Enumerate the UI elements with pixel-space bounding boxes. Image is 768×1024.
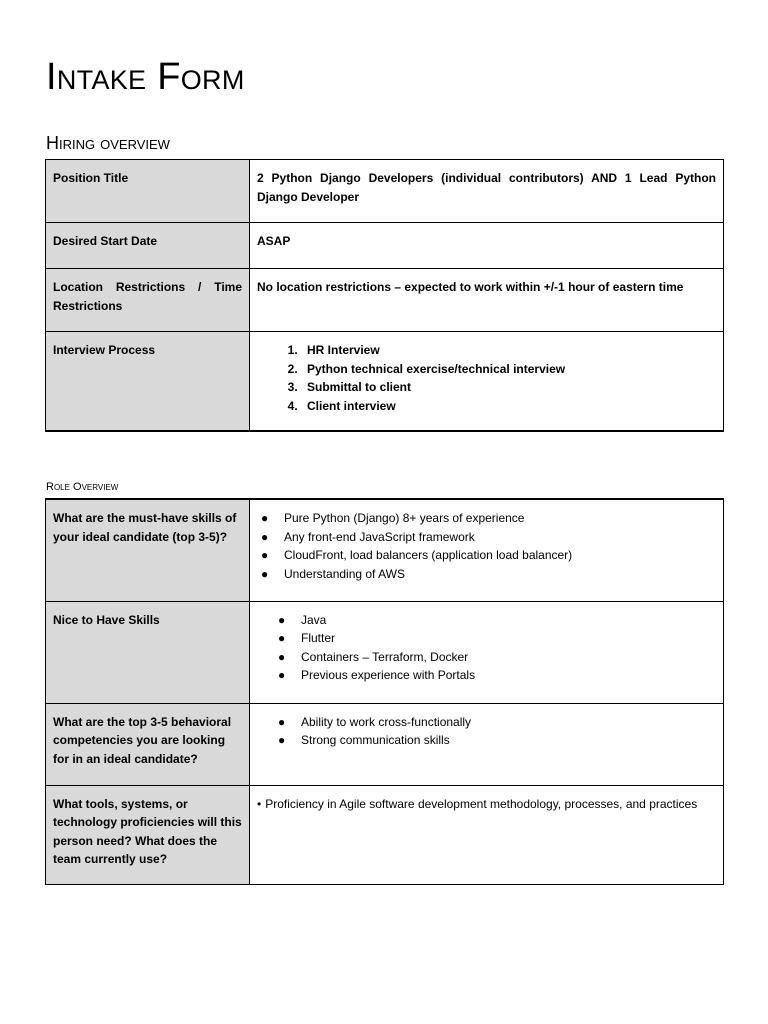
hiring-overview-heading: Hiring overview [46, 133, 170, 153]
behavioral-competencies-list [257, 713, 716, 750]
list-item: ● Flutter [257, 629, 716, 648]
list-item: ● Strong communication skills [257, 731, 716, 750]
list-item: ● Pure Python (Django) 8+ years of experience [257, 509, 716, 528]
table-row [46, 332, 724, 431]
nice-to-have-skills-value [250, 601, 724, 703]
list-item: ● Ability to work cross-functionally [257, 713, 716, 732]
bullet-icon: ● [261, 511, 269, 525]
list-item: ● Understanding of AWS [257, 565, 716, 584]
list-item: ● Containers – Terraform, Docker [257, 648, 716, 667]
role-overview-table [45, 498, 724, 885]
behavioral-competencies-label: What are the top 3-5 behavioral competencies you are looking for in an ideal candidate? [46, 703, 250, 785]
hiring-overview-table [45, 159, 724, 432]
start-date-value: ASAP [250, 223, 724, 269]
position-title-value: 2 Python Django Developers (individual contributors) AND 1 Lead Python Django Developer [250, 160, 724, 223]
bullet-icon: ● [278, 631, 286, 645]
bullet-icon: • [257, 796, 262, 811]
must-have-skills-value [250, 499, 724, 601]
tools-systems-value: • Proficiency in Agile software development methodology, processes, and practices [250, 785, 724, 884]
behavioral-competencies-value [250, 703, 724, 785]
table-row [46, 160, 724, 223]
bullet-icon: ● [261, 529, 269, 544]
list-item: 3. Submittal to client [301, 378, 716, 397]
table-row [46, 499, 724, 601]
bullet-icon: ● [278, 668, 286, 682]
position-title-label: Position Title [46, 160, 250, 223]
list-item: ● Previous experience with Portals [257, 666, 716, 685]
list-item: 4. Client interview [301, 397, 716, 416]
bullet-icon: ● [278, 733, 286, 747]
bullet-icon: ● [278, 649, 286, 664]
bullet-icon: ● [261, 548, 269, 562]
list-item: ● CloudFront, load balancers (application load balancer) [257, 546, 716, 565]
list-item: 2. Python technical exercise/technical interview [301, 360, 716, 379]
role-overview-heading: Role Overview [46, 481, 119, 493]
page-title: Intake Form [46, 56, 245, 98]
bullet-icon: ● [278, 714, 286, 729]
list-item: ● Any front-end JavaScript framework [257, 528, 716, 547]
list-item: ● Java [257, 611, 716, 630]
must-have-skills-list [257, 509, 716, 583]
table-row [46, 703, 724, 785]
table-row [46, 223, 724, 269]
location-label: Location Restrictions / Time Restrictions [46, 269, 250, 332]
table-row [46, 601, 724, 703]
bullet-icon: ● [278, 612, 286, 627]
tools-systems-label: What tools, systems, or technology proficiencies will this person need? What does the team currently use? [46, 785, 250, 884]
interview-process-value [250, 332, 724, 431]
list-item: 1. HR Interview [301, 341, 716, 360]
table-row [46, 785, 724, 884]
location-value: No location restrictions – expected to work within +/-1 hour of eastern time [250, 269, 724, 332]
must-have-skills-label: What are the must-have skills of your ideal candidate (top 3-5)? [46, 499, 250, 601]
nice-to-have-skills-label: Nice to Have Skills [46, 601, 250, 703]
nice-to-have-skills-list [257, 611, 716, 685]
interview-steps-list [257, 341, 716, 415]
table-row [46, 269, 724, 332]
bullet-icon: ● [261, 566, 269, 581]
interview-process-label: Interview Process [46, 332, 250, 431]
start-date-label: Desired Start Date [46, 223, 250, 269]
